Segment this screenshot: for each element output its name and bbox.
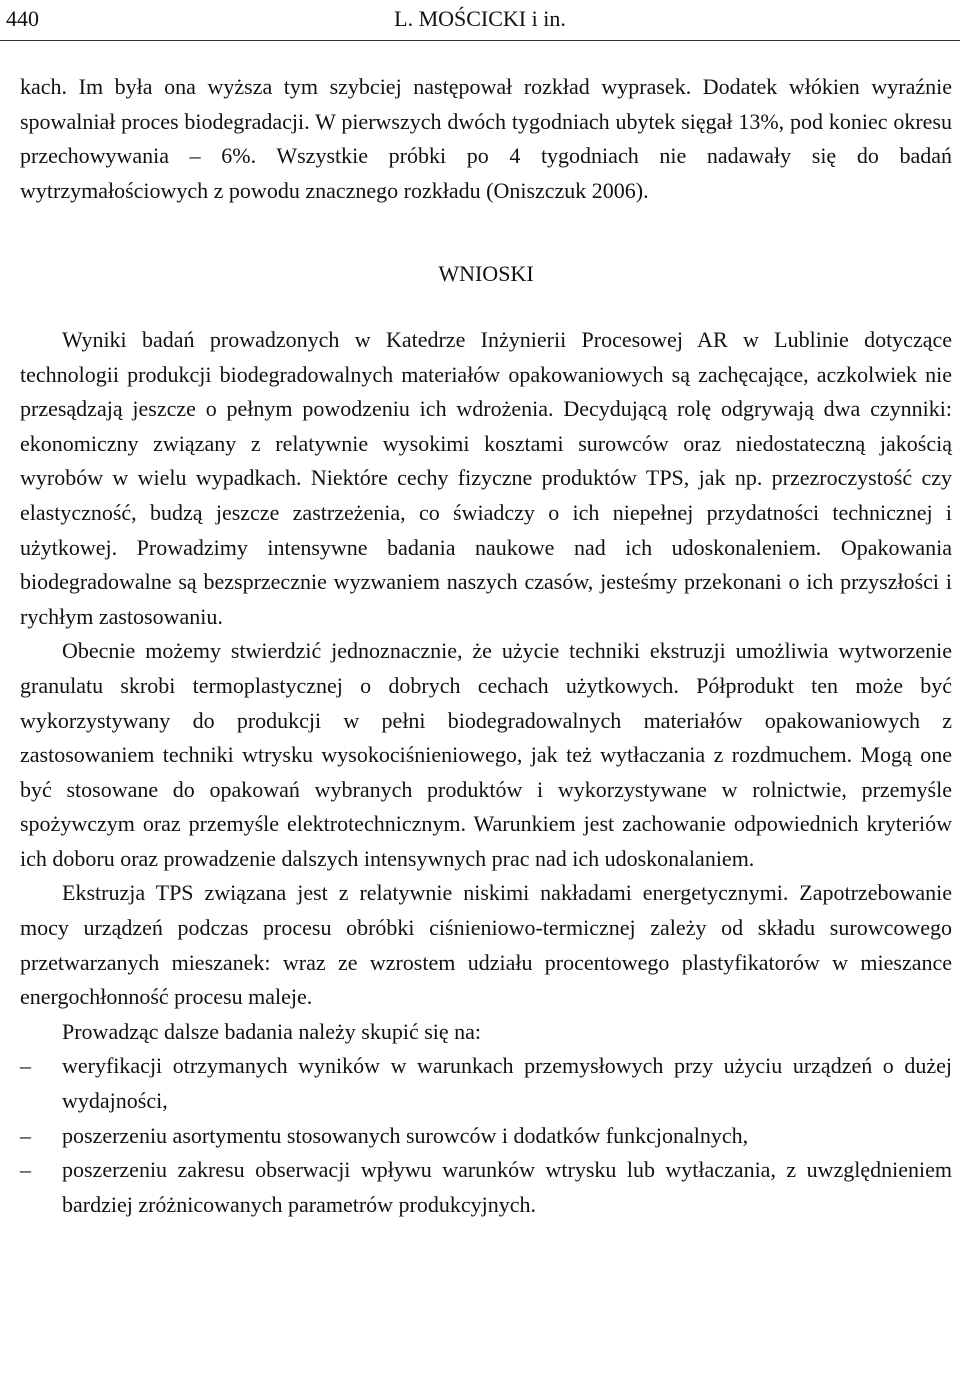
section-heading: WNIOSKI [438,261,534,287]
running-head: L. MOŚCICKI i in. [394,6,566,31]
page-number: 440 [6,6,39,31]
page-header [0,0,960,41]
paragraph-1: Wyniki badań prowadzonych w Katedrze Inżynierii Procesowej AR w Lublinie dotyczące technologii produkcji biodegradowalnych materiałów opakowaniowych są zachęcające, aczkolwiek nie przesądzają jeszcze o pełnym powodzeniu ich wdrożenia. Decydującą rolę odgrywają dwa czynniki: ekonomiczny związany z relatywnie wysokimi kosztami surowców oraz niedostateczną jakością wyrobów w wielu wypadkach. Niektóre cechy fizyczne produktów TPS, jak np. przezroczystość czy elastyczność, budzą jeszcze zastrzeżenia, co świadczy o ich niepełnej przydatności technicznej i użytkowej. Prowadzimy intensywne badania naukowe nad ich udoskonaleniem. Opakowania biodegradowalne są bezsprzecznie wyzwaniem naszych czasów, jesteśmy przekonani o ich przyszłości i rychłym zastosowaniu. [20,326,952,629]
continued-paragraph: kach. Im była ona wyższa tym szybciej następował rozkład wyprasek. Dodatek włókien wyraźnie spowalniał proces biodegradacji. W pierwszych dwóch tygodniach ubytek sięgał 13%, pod koniec okresu przechowywania – 6%. Wszystkie próbki po 4 tygodniach nie nadawały się do badań wytrzymałościowych z powodu znacznego rozkładu (Oniszczuk 2006). [20,74,952,203]
paragraph-2: Obecnie możemy stwierdzić jednoznacznie, że użycie techniki ekstruzji umożliwia wytworzenie granulatu skrobi termoplastycznej o dobrych cechach użytkowych. Półprodukt ten może być wykorzystywany do produkcji w pełni biodegradowalnych materiałów opakowaniowych z zastosowaniem techniki wtrysku wysokociśnieniowego, jak też wytłaczania z rozdmuchem. Mogą one być stosowane do opakowań wybranych produktów i wykorzystywane w rolnictwie, przemyśle spożywczym oraz przemyśle elektrotechnicznym. Warunkiem jest zachowanie odpowiednich kryteriów ich doboru oraz prowadzenie dalszych intensywnych prac nad ich udoskonalaniem. [20,638,952,871]
document-body [20,70,952,1222]
list-item: – weryfikacji otrzymanych wyników w warunkach przemysłowych przy użyciu urządzeń o dużej wydajności, [20,1049,952,1118]
list-item: – poszerzeniu asortymentu stosowanych surowców i dodatków funkcjonalnych, [20,1119,952,1154]
paragraph-4: Prowadząc dalsze badania należy skupić się na: [62,1018,482,1044]
list-item: – poszerzeniu zakresu obserwacji wpływu warunków wtrysku lub wytłaczania, z uwzględnieniem bardziej zróżnicowanych parametrów produkcyjnych. [20,1153,952,1222]
recommendation-list [20,1049,952,1222]
paragraph-3: Ekstruzja TPS związana jest z relatywnie niskimi nakładami energetycznymi. Zapotrzebowanie mocy urządzeń podczas procesu obróbki ciśnieniowo-termicznej zależy od składu surowcowego przetwarzanych mieszanek: wraz ze wzrostem udziału procentowego plastyfikatorów w mieszance energochłonność procesu maleje. [20,880,952,1010]
